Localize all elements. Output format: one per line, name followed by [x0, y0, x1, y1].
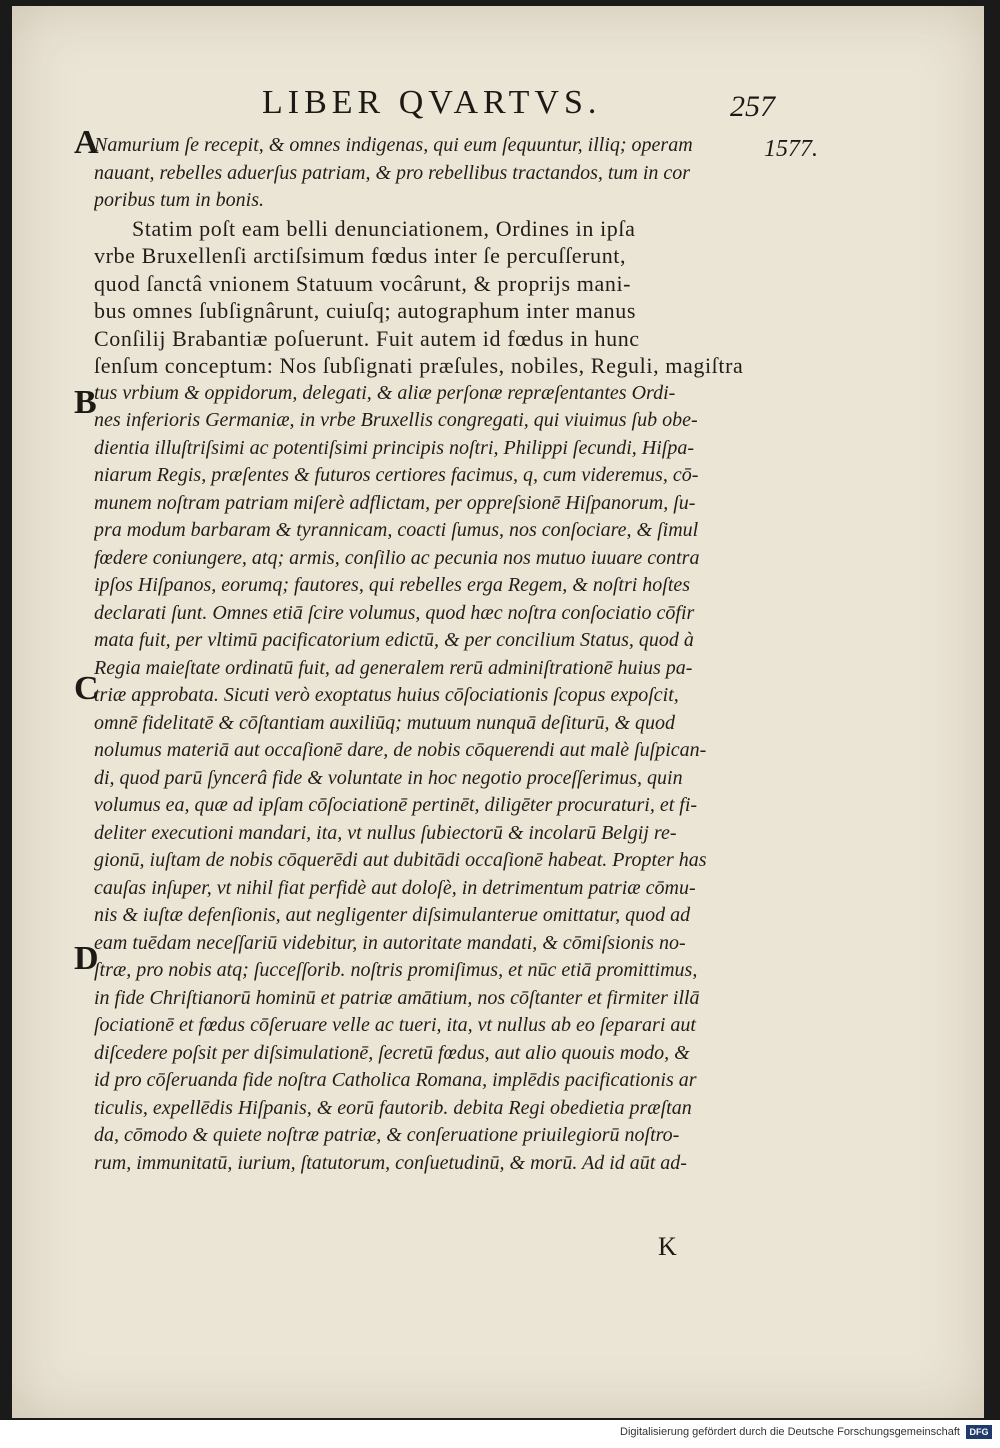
- text-line: nolumus materiā aut occaſionē dare, de nobis cōquerendi aut malè ſuſpican-: [94, 739, 707, 761]
- text-line: triæ approbata. Sicuti verò exoptatus huius cōſociationis ſcopus expoſcit,: [94, 684, 679, 706]
- text-line: in fide Chriſtianorū hominū et patriæ amātium, nos cōſtanter et firmiter illā: [94, 986, 700, 1009]
- text-line: id pro cōſeruanda fide noſtra Catholica Romana, implēdis pacificationis ar: [94, 1069, 697, 1091]
- text-line: ſociationē et fœdus cōſeruare velle ac tueri, ita, vt nullus ab eo ſeparari aut: [94, 1014, 696, 1036]
- text-line: nis & iuſtæ defenſionis, aut negligenter diſsimulanterue omittatur, quod ad: [94, 904, 691, 926]
- text-line: pra modum barbaram & tyrannicam, coacti ſumus, nos conſociare, & ſimul: [94, 519, 699, 541]
- margin-letter-d: D: [74, 940, 99, 977]
- text-line: niarum Regis, præſentes & futuros certiores facimus, q, cum videremus, cō-: [94, 464, 699, 486]
- text-line: diſcedere poſsit per diſsimulationē, ſecretū fœdus, aut alio quouis modo, &: [94, 1041, 690, 1064]
- text-line: da, cōmodo & quiete noſtræ patriæ, & conſeruatione priuilegiorū noſtro-: [94, 1124, 680, 1146]
- text-line: tus vrbium & oppidorum, delegati, & aliæ perſonæ repræſentantes Ordi-: [94, 381, 676, 404]
- text-line: cauſas inſuper, vt nihil fiat perfidè aut doloſè, in detrimentum patriæ cōmu-: [94, 876, 696, 899]
- text-line: omnē fidelitatē & cōſtantiam auxiliūq; mutuum nunquā deſiturū, & quod: [94, 711, 676, 734]
- text-line: vrbe Bruxellenſi arctiſsimum fœdus inter ſe percuſſerunt,: [94, 243, 627, 268]
- margin-year: 1577.: [764, 136, 818, 162]
- page-content: [12, 6, 984, 1418]
- text-line: eam tuēdam neceſſariū videbitur, in autoritate mandati, & cōmiſsionis no-: [94, 931, 686, 954]
- text-line: ipſos Hiſpanos, eorumq; fautores, qui rebelles erga Regem, & noſtri hoſtes: [94, 574, 691, 596]
- text-line: poribus tum in bonis.: [94, 189, 265, 211]
- text-line: bus omnes ſubſignârunt, cuiuſq; autographum inter manus: [94, 298, 636, 323]
- signature-mark: K: [658, 1232, 677, 1261]
- margin-letter-c: C: [74, 670, 99, 707]
- text-line: ſtræ, pro nobis atq; ſucceſſorib. noſtris promiſimus, et nūc etiā promittimus,: [94, 959, 698, 981]
- page-number: 257: [730, 90, 775, 123]
- text-line: Conſilij Brabantiæ poſuerunt. Fuit autem id fœdus in hunc: [94, 325, 640, 351]
- margin-letter-a: A: [74, 124, 99, 161]
- text-line: dientia illuſtriſsimi ac potentiſsimi principis noſtri, Philippi ſecundi, Hiſpa-: [94, 436, 694, 459]
- text-line: quod ſanctâ vnionem Statuum vocârunt, & proprijs mani-: [94, 270, 632, 296]
- text-line: volumus ea, quæ ad ipſam cōſociationē pertinēt, diligēter procuraturi, et fi-: [94, 794, 698, 816]
- margin-letter-b: B: [74, 384, 97, 421]
- text-line: ticulis, expellēdis Hiſpanis, & eorū fautorib. debita Regi obedietia præſtan: [94, 1096, 692, 1119]
- text-line: deliter executioni mandari, ita, vt nullus ſubiectorū & incolarū Belgij re-: [94, 821, 677, 844]
- text-line: fœdere coniungere, atq; armis, conſilio ac pecunia nos mutuo iuuare contra: [94, 546, 700, 569]
- text-line: Statim poſt eam belli denunciationem, Ordines in ipſa: [132, 215, 636, 241]
- text-line: munem noſtram patriam miſerè adflictam, per oppreſsionē Hiſpanorum, ſu-: [94, 491, 696, 514]
- funding-notice: Digitalisierung gefördert durch die Deutsche Forschungsgemeinschaft: [620, 1426, 960, 1438]
- dfg-logo: DFG: [966, 1425, 992, 1439]
- text-line: mata fuit, per vltimū pacificatorium edictū, & per concilium Status, quod à: [94, 629, 694, 651]
- text-line: Namurium ſe recepit, & omnes indigenas, qui eum ſequuntur, illiq; operam: [94, 134, 693, 156]
- text-line: rum, immunitatū, iurium, ſtatutorum, conſuetudinū, & morū. Ad id aūt ad-: [94, 1151, 687, 1174]
- text-line: gionū, iuſtam de nobis cōquerēdi aut dubitādi occaſionē habeat. Propter has: [94, 849, 707, 871]
- running-head: LIBER QVARTVS.: [262, 84, 602, 121]
- text-line: ſenſum conceptum: Nos ſubſignati præſules, nobiles, Reguli, magiſtra: [94, 353, 744, 378]
- book-page: [12, 6, 984, 1418]
- text-line: Regia maieſtate ordinatū fuit, ad generalem rerū adminiſtrationē huius pa-: [94, 656, 693, 679]
- text-line: declarati ſunt. Omnes etiā ſcire volumus, quod hæc noſtra conſociatio cōfir: [94, 601, 695, 624]
- text-line: nes inferioris Germaniæ, in vrbe Bruxellis congregati, qui viuimus ſub obe-: [94, 409, 698, 431]
- text-line: nauant, rebelles aduerſus patriam, & pro rebellibus tractandos, tum in cor: [94, 161, 691, 184]
- text-line: di, quod parū ſyncerâ fide & voluntate in hoc negotio proceſſerimus, quin: [94, 766, 683, 789]
- body-text: [94, 132, 794, 1177]
